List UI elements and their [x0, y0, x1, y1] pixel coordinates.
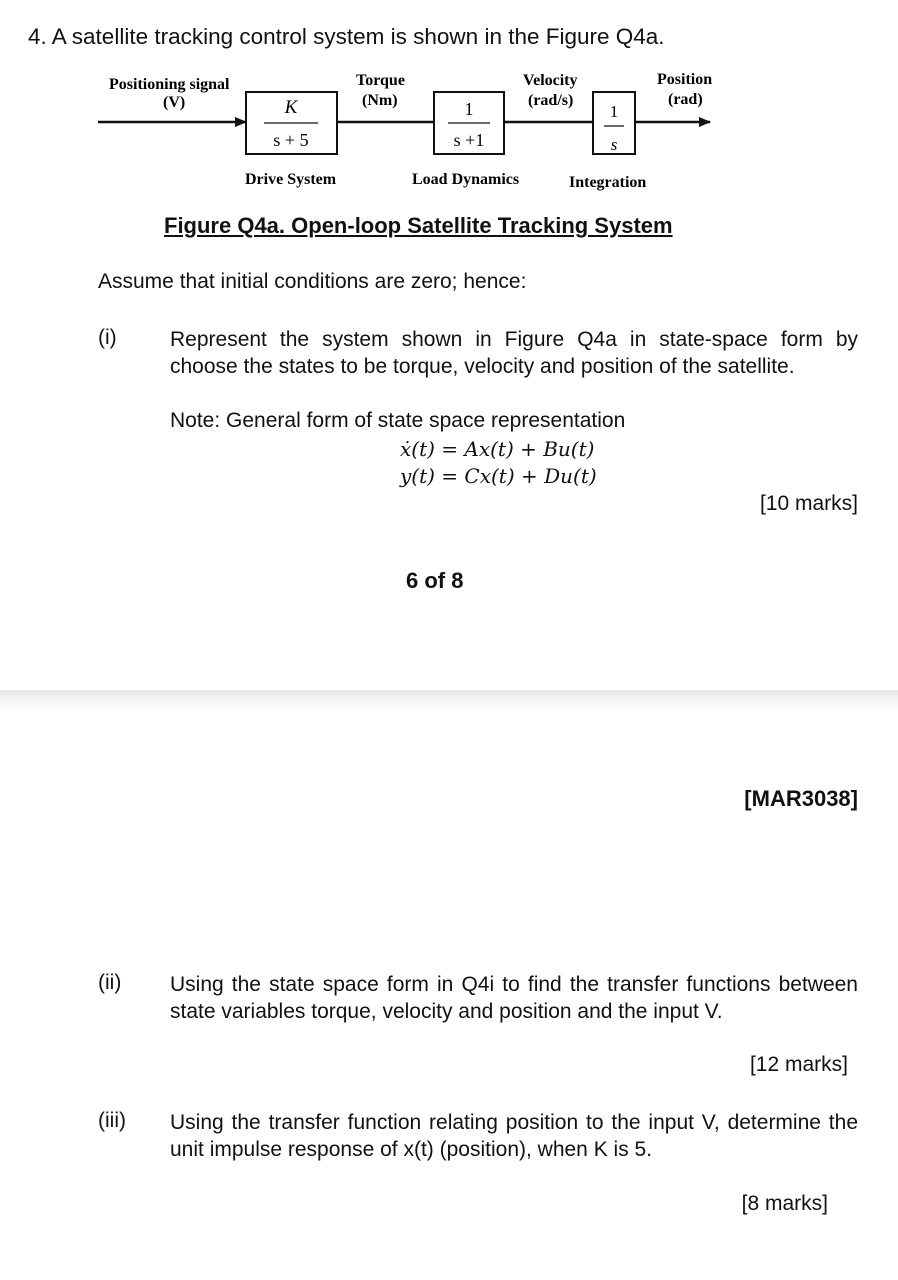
position-label: Position — [657, 71, 713, 88]
block2-caption: Load Dynamics — [412, 171, 520, 188]
torque-unit: (Nm) — [362, 92, 398, 109]
part-i-text: Represent the system shown in Figure Q4a in state-space form by choose the states to be torque, velocity and position of the satellite. — [170, 328, 858, 378]
block1-caption: Drive System — [245, 171, 337, 188]
block2-denominator: s +1 — [453, 130, 485, 150]
block3-denominator: s — [610, 135, 618, 154]
position-unit: (rad) — [668, 91, 703, 108]
part-iii-label: (iii) — [98, 1109, 126, 1132]
velocity-unit: (rad/s) — [528, 92, 574, 109]
block1-denominator: s + 5 — [273, 130, 309, 150]
page-divider — [0, 690, 898, 712]
figure-caption: Figure Q4a. Open-loop Satellite Tracking System — [164, 213, 673, 238]
block3-numerator: 1 — [609, 102, 619, 121]
question-title: 4. A satellite tracking control system is shown in the Figure Q4a. — [28, 24, 665, 49]
block-diagram — [96, 62, 736, 202]
part-ii-label: (ii) — [98, 971, 122, 994]
block2-numerator: 1 — [464, 99, 474, 119]
part-i-marks: [10 marks] — [759, 492, 858, 515]
part-ii-marks: [12 marks] — [749, 1053, 848, 1076]
course-code: [MAR3038] — [744, 786, 858, 811]
part-i-note: Note: General form of state space representation — [170, 409, 626, 432]
page-number: 6 of 8 — [406, 568, 464, 593]
part-i-label: (i) — [98, 326, 117, 349]
block3-caption: Integration — [569, 174, 647, 191]
input-unit: (V) — [163, 94, 186, 111]
assumption-text: Assume that initial conditions are zero; hence: — [98, 270, 527, 293]
block1-numerator: K — [284, 97, 298, 118]
part-ii-text: Using the state space form in Q4i to find the transfer functions between state variables torque, velocity and position and the input V. — [170, 973, 858, 1023]
input-label: Positioning signal — [109, 76, 230, 93]
state-equation: ẋ(t) = Ax(t) + Bu(t) — [400, 437, 595, 461]
torque-label: Torque — [356, 72, 405, 89]
velocity-label: Velocity — [523, 72, 578, 89]
part-iii-text: Using the transfer function relating position to the input V, determine the unit impulse response of x(t) (position), when K is 5. — [170, 1111, 858, 1161]
output-equation: y(t) = Cx(t) + Du(t) — [400, 464, 597, 488]
part-iii-marks: [8 marks] — [741, 1192, 828, 1215]
